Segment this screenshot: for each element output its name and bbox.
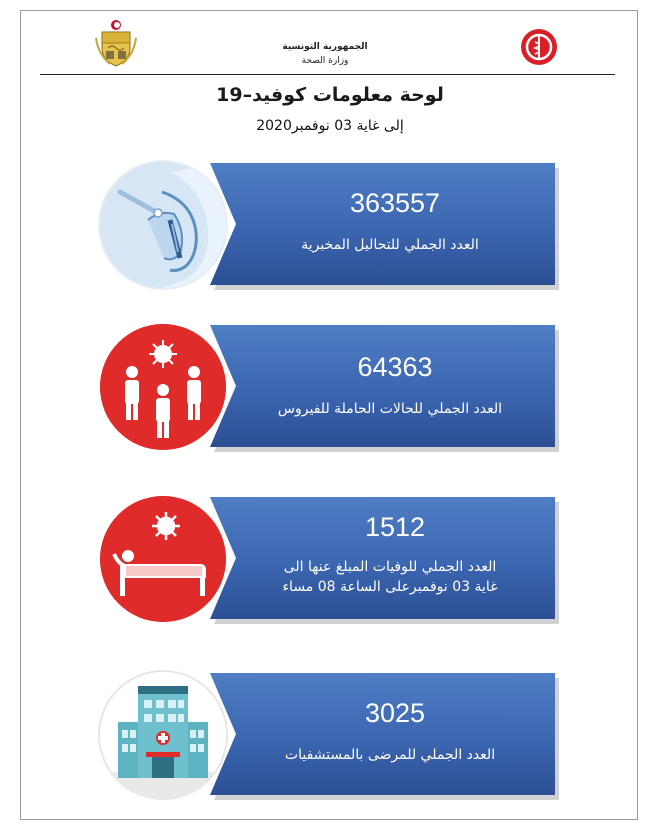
infected-people-icon — [100, 324, 226, 450]
ministry-name: وزارة الصحة — [301, 56, 349, 66]
ministry-of-health-logo-icon — [520, 28, 558, 66]
stat-value: 3025 — [364, 698, 426, 728]
tunisia-emblem-icon — [92, 18, 140, 68]
stat-label-line-1: العدد الجملي للوفيات المبلغ عنها الى — [283, 559, 497, 575]
stat-label-line-2: غاية 03 نوفمبرعلى الساعة 08 مساء — [282, 579, 498, 595]
lab-swab-icon — [100, 162, 226, 288]
stat-panel — [210, 163, 555, 285]
stat-value: 1512 — [364, 512, 426, 542]
stat-card-hospitalized — [100, 670, 560, 805]
republic-name: الجمهورية التونسية — [282, 42, 368, 52]
stat-label: العدد الجملي للحالات الحاملة للفيروس — [277, 401, 503, 417]
stat-value: 363557 — [349, 188, 441, 218]
stat-card-deaths — [100, 494, 560, 629]
ministry-heading — [240, 40, 410, 68]
stat-label: العدد الجملي للمرضى بالمستشفيات — [284, 747, 496, 763]
page-title: لوحة معلومات كوفيد–19 — [216, 84, 444, 106]
page-subtitle: إلى غاية 03 نوفمبر2020 — [256, 118, 404, 134]
stat-label: العدد الجملي للتحاليل المخبرية — [301, 237, 479, 253]
hospital-icon — [100, 672, 226, 798]
stat-panel — [210, 673, 555, 795]
patient-bed-icon — [100, 496, 226, 622]
stat-panel — [210, 325, 555, 447]
stat-card-positive-cases — [100, 322, 560, 457]
stat-card-lab-tests — [100, 160, 560, 295]
stat-value: 64363 — [357, 352, 433, 382]
header-divider — [40, 74, 615, 75]
